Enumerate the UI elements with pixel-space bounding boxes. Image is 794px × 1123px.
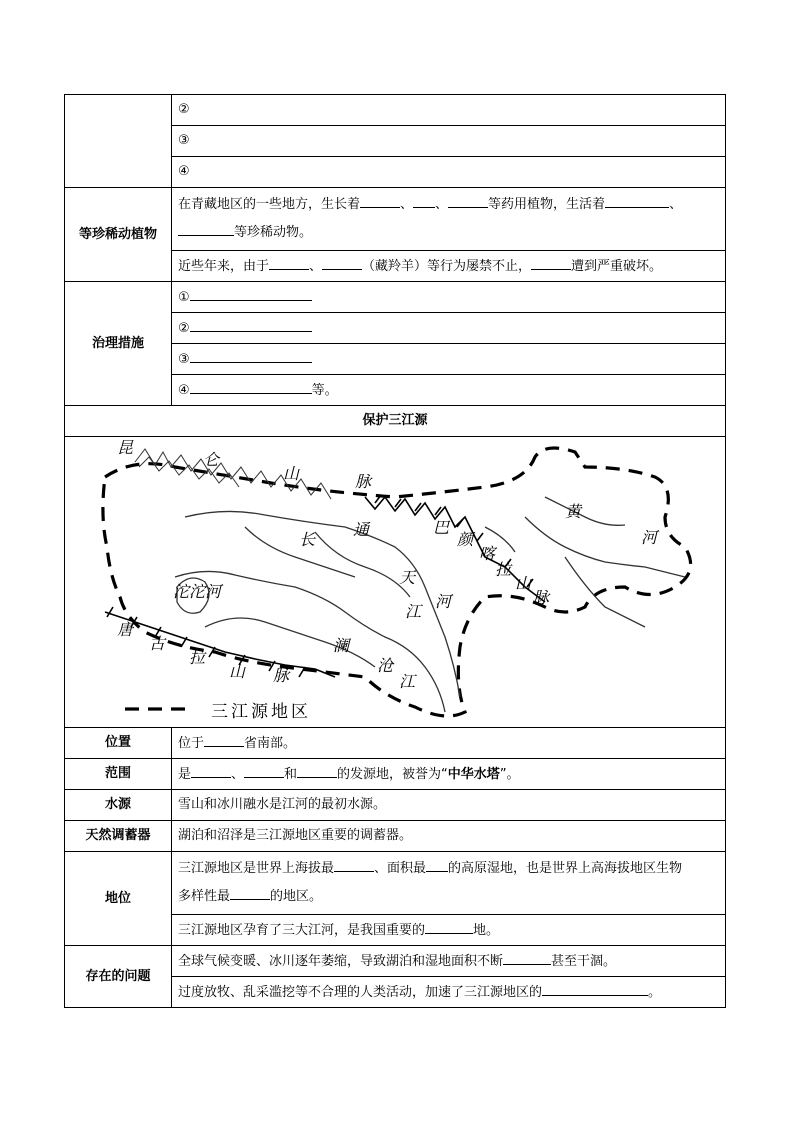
problems-line2: 过度放牧、乱采滥挖等不合理的人类活动，加速了三江源地区的 。: [172, 977, 726, 1008]
label-kunlun-2: 仑: [203, 450, 220, 469]
label-lancang-2: 沧: [377, 656, 394, 675]
label-jiang: 江: [405, 602, 422, 621]
blank[interactable]: [190, 379, 312, 394]
blank[interactable]: [204, 732, 244, 747]
worksheet-table: [64, 94, 726, 1008]
label-kunlun-1: 昆: [117, 438, 134, 457]
problems-label: 存在的问题: [65, 946, 172, 1008]
status-line1: 三江源地区是世界上海拔最 、面积最 的高原湿地，也是世界上高海拔地区生物 多样性最 的地区。: [172, 852, 726, 915]
label-bayan-5: 山: [515, 574, 532, 593]
label-tanggula-3: 拉: [189, 648, 206, 667]
measure-1: ①: [172, 282, 726, 313]
problems-line1: 全球气候变暖、冰川逐年萎缩，导致湖泊和湿地面积不断 甚至干涸。: [172, 946, 726, 977]
blank[interactable]: [426, 857, 448, 872]
label-bayan-4: 拉: [495, 560, 512, 579]
location-label: 位置: [65, 728, 172, 759]
measure-4: ④ 等。: [172, 375, 726, 406]
label-chang: 长: [299, 530, 316, 549]
scope-label: 范围: [65, 759, 172, 790]
animals-line1: 在青藏地区的一些地方，生长着 、 、 等药用植物，生活着 、 等珍稀动物。: [172, 188, 726, 251]
blank[interactable]: [230, 885, 270, 900]
blank[interactable]: [334, 857, 374, 872]
blank[interactable]: [190, 286, 312, 301]
label-tongtian-1: 通: [353, 520, 370, 539]
regulator-text: 湖泊和沼泽是三江源地区重要的调蓄器。: [172, 821, 726, 852]
blank[interactable]: [531, 255, 571, 270]
label-huang: 黄: [565, 502, 582, 521]
label-bayan-2: 颜: [457, 530, 474, 549]
continued-item-2: ②: [172, 95, 726, 126]
label-bayan-1: 巴: [433, 518, 450, 537]
label-bayan-3: 喀: [479, 544, 496, 563]
label-lancang-1: 澜: [333, 636, 350, 655]
blank[interactable]: [425, 919, 473, 934]
continued-item-4: ④: [172, 157, 726, 188]
label-bayan-6: 脉: [533, 588, 550, 607]
blank[interactable]: [244, 763, 284, 778]
continued-item-3: ③: [172, 126, 726, 157]
label-tuotuo: 沱沱河: [173, 582, 222, 601]
regulator-label: 天然调蓄器: [65, 821, 172, 852]
map-legend: [125, 702, 311, 722]
blank[interactable]: [297, 763, 337, 778]
map-cell: [65, 437, 726, 728]
blank[interactable]: [360, 193, 400, 208]
sanjiangyuan-map: [65, 437, 725, 727]
map-labels: [117, 438, 660, 691]
continued-label-cell: [65, 95, 172, 188]
section-title: 保护三江源: [65, 406, 726, 437]
blank[interactable]: [448, 193, 488, 208]
label-tanggula-5: 脉: [273, 666, 290, 685]
blank[interactable]: [190, 348, 312, 363]
blank[interactable]: [269, 255, 309, 270]
status-line2: 三江源地区孕育了三大江河，是我国重要的 地。: [172, 915, 726, 946]
label-tongtian-2: 天: [399, 568, 416, 587]
label-tanggula-2: 古: [149, 634, 166, 653]
blank[interactable]: [605, 193, 669, 208]
label-kunlun-3: 山: [283, 464, 300, 483]
status-label: 地位: [65, 852, 172, 946]
measures-label: 治理措施: [65, 282, 172, 406]
measure-3: ③: [172, 344, 726, 375]
legend-label: 三江源地区: [211, 702, 311, 722]
blank[interactable]: [413, 193, 435, 208]
scope-text: 是 、 和 的发源地，被誉为“中华水塔”。: [172, 759, 726, 790]
label-tanggula-1: 唐: [117, 620, 134, 639]
kunlun-mountains: [135, 449, 331, 499]
blank[interactable]: [322, 255, 362, 270]
label-he: 河: [641, 528, 658, 547]
label-lancang-3: 江: [399, 672, 416, 691]
rivers: [175, 497, 685, 712]
label-tanggula-4: 山: [229, 662, 246, 681]
label-tongtian-3: 河: [435, 592, 452, 611]
water-text: 雪山和冰川融水是江河的最初水源。: [172, 790, 726, 821]
blank[interactable]: [542, 981, 648, 996]
measure-2: ②: [172, 313, 726, 344]
animals-line2: 近些年来，由于 、 （藏羚羊）等行为屡禁不止， 遭到严重破坏。: [172, 251, 726, 282]
tanggula-mountains: [105, 607, 335, 677]
blank[interactable]: [503, 950, 551, 965]
blank[interactable]: [191, 763, 231, 778]
water-label: 水源: [65, 790, 172, 821]
animals-label: 等珍稀动植物: [65, 188, 172, 282]
location-text: 位于 省南部。: [172, 728, 726, 759]
blank[interactable]: [190, 317, 312, 332]
label-kunlun-4: 脉: [355, 472, 372, 491]
blank[interactable]: [178, 221, 234, 236]
